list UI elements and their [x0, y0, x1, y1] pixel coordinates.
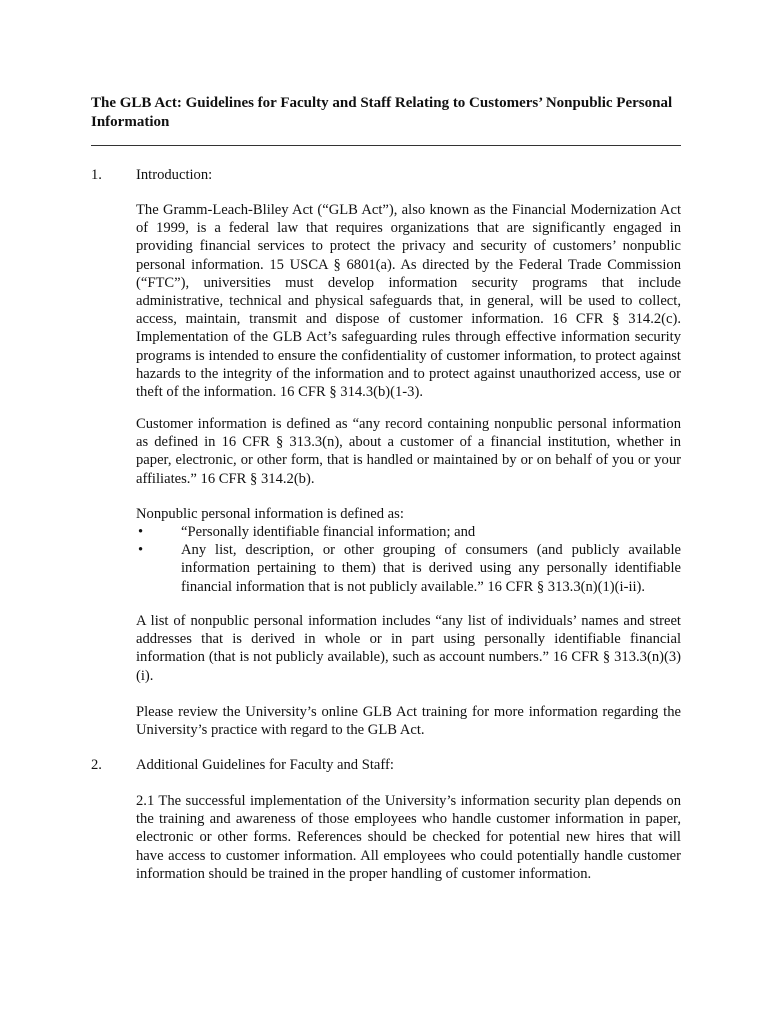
nonpublic-definition-lead: Nonpublic personal information is defined as: [136, 506, 404, 522]
nonpublic-list-paragraph: A list of nonpublic personal information includes “any list of individuals’ names and street addresses that is derived in whole or in part using personally identifiable financial information (that is not publicly available), such as account numbers.” 16 CFR § 313.3(n)(3)(i). [136, 613, 681, 684]
definition-bullet-list [136, 523, 681, 596]
bullet-icon: • [138, 542, 144, 559]
document-title: The GLB Act: Guidelines for Faculty and Staff Relating to Customers’ Nonpublic Personal Information [91, 95, 673, 130]
bullet-icon: • [138, 524, 144, 540]
intro-paragraph: The Gramm-Leach-Bliley Act (“GLB Act”), also known as the Financial Modernization Act of 1999, is a federal law that requires organizations that are significantly engaged in providing financial services to protect the privacy and security of customers’ nonpublic personal information. 15 USCA § 6801(a). As directed by the Federal Trade Commission (“FTC”), universities must develop information security programs that include administrative, technical and physical safeguards that, in general, will be used to collect, access, maintain, transmit and dispose of customer information. 16 CFR § 314.2(c). Implementation of the GLB Act’s safeguarding rules through effective information security programs is intended to ensure the confidentiality of customer information, to protect against hazards to the integrity of the information and to protect against unauthorized access, use or theft of the information. 16 CFR § 314.3(b)(1-3). [136, 202, 681, 401]
section-1-heading: Introduction: [136, 167, 213, 183]
customer-info-paragraph: Customer information is defined as “any record containing nonpublic personal information as defined in 16 CFR § 313.3(n), about a customer of a financial institution, whether in paper, electronic, or other form, that is handled or maintained by or on behalf of you or your affiliates.” 16 CFR § 314.2(b). [136, 416, 681, 487]
guideline-2-1-paragraph: 2.1 The successful implementation of the University’s information security plan depends on the training and awareness of those employees who handle customer information in paper, electronic or other forms. References should be checked for potential new hires that will have access to customer information. All employees who could potentially handle customer information should be trained in the proper handling of customer information. [136, 793, 681, 882]
section-2-heading: Additional Guidelines for Faculty and Staff: [136, 757, 394, 773]
title-divider [91, 145, 681, 146]
bullet-text: Any list, description, or other grouping of consumers (and publicly available information pertaining to them) that is derived using any personally identifiable financial information that is not publicly available.” 16 CFR § 313.3(n)(1)(i-ii). [181, 542, 681, 595]
section-2-number: 2. [91, 757, 102, 773]
bullet-text: “Personally identifiable financial information; and [181, 524, 476, 540]
list-item [136, 523, 681, 541]
list-item [136, 541, 681, 596]
section-1-number: 1. [91, 167, 102, 183]
training-paragraph: Please review the University’s online GLB Act training for more information regarding the University’s practice with regard to the GLB Act. [136, 704, 681, 739]
